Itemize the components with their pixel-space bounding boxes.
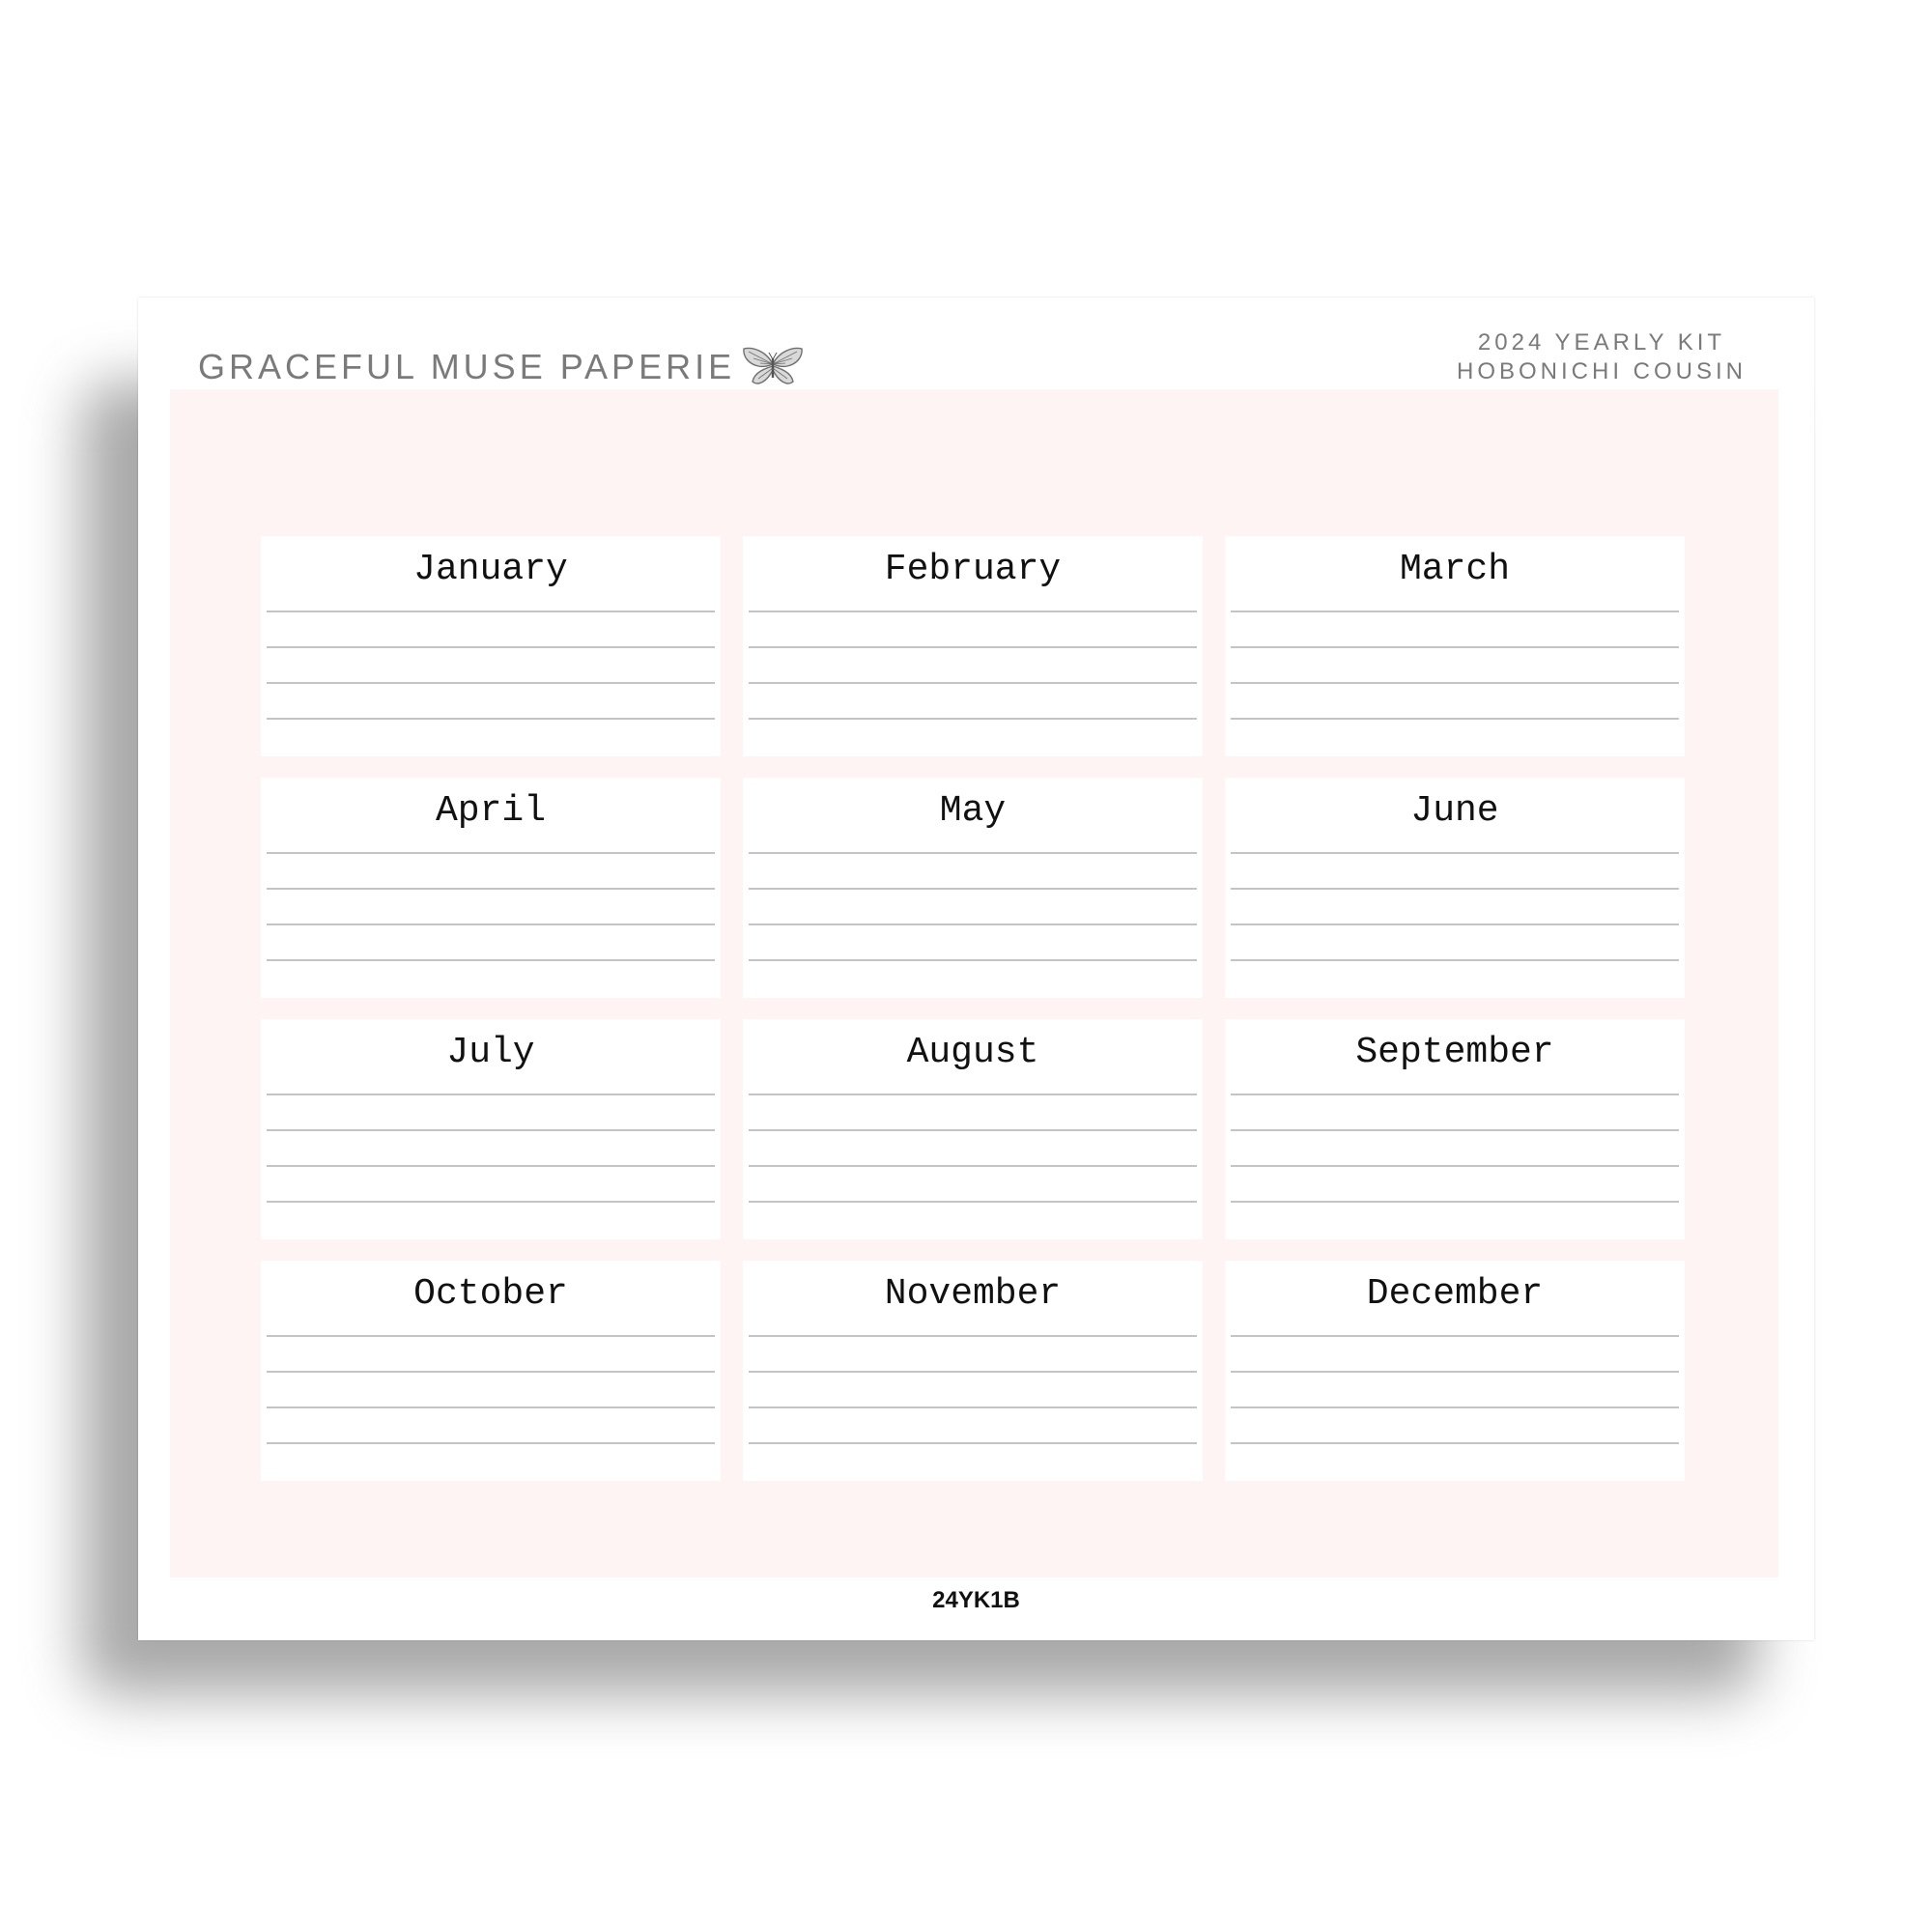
kit-label (1457, 328, 1747, 386)
writing-lines (1231, 1335, 1679, 1478)
writing-line[interactable] (749, 1406, 1197, 1442)
writing-line[interactable] (749, 888, 1197, 923)
writing-line[interactable] (267, 1165, 715, 1201)
month-title: October (413, 1272, 568, 1315)
writing-line[interactable] (1231, 923, 1679, 959)
writing-line[interactable] (267, 718, 715, 753)
writing-line[interactable] (1231, 1129, 1679, 1165)
writing-line[interactable] (1231, 646, 1679, 682)
writing-line[interactable] (267, 1094, 715, 1129)
writing-line[interactable] (1231, 1335, 1679, 1371)
writing-line[interactable] (749, 1165, 1197, 1201)
month-box-march (1225, 536, 1685, 756)
writing-line[interactable] (749, 923, 1197, 959)
writing-lines (267, 1335, 715, 1478)
butterfly-icon (741, 345, 805, 389)
writing-line[interactable] (749, 1201, 1197, 1236)
writing-lines (1231, 1094, 1679, 1236)
writing-line[interactable] (749, 1442, 1197, 1478)
month-title: August (906, 1031, 1039, 1073)
month-title: May (939, 789, 1007, 832)
writing-line[interactable] (1231, 1406, 1679, 1442)
writing-lines (749, 1335, 1197, 1478)
writing-line[interactable] (1231, 1201, 1679, 1236)
writing-line[interactable] (749, 1335, 1197, 1371)
month-title: September (1355, 1031, 1554, 1073)
month-box-may (743, 778, 1203, 998)
writing-line[interactable] (1231, 1165, 1679, 1201)
writing-lines (1231, 852, 1679, 995)
kit-year-line: 2024 YEARLY KIT (1477, 329, 1726, 355)
month-box-april (261, 778, 721, 998)
writing-line[interactable] (267, 959, 715, 995)
writing-line[interactable] (749, 646, 1197, 682)
month-title: April (435, 789, 547, 832)
month-box-october (261, 1261, 721, 1481)
writing-line[interactable] (749, 718, 1197, 753)
writing-lines (267, 611, 715, 753)
writing-line[interactable] (267, 1335, 715, 1371)
writing-line[interactable] (267, 1406, 715, 1442)
writing-line[interactable] (749, 959, 1197, 995)
writing-line[interactable] (749, 1371, 1197, 1406)
writing-line[interactable] (267, 888, 715, 923)
month-title: January (413, 548, 568, 590)
writing-lines (1231, 611, 1679, 753)
month-title: November (884, 1272, 1062, 1315)
writing-line[interactable] (1231, 1094, 1679, 1129)
writing-line[interactable] (267, 646, 715, 682)
writing-lines (749, 1094, 1197, 1236)
month-box-june (1225, 778, 1685, 998)
month-title: March (1399, 548, 1511, 590)
writing-lines (749, 852, 1197, 995)
writing-line[interactable] (1231, 959, 1679, 995)
writing-line[interactable] (1231, 611, 1679, 646)
writing-line[interactable] (267, 1371, 715, 1406)
month-grid (261, 536, 1685, 1481)
month-title: February (884, 548, 1062, 590)
month-title: December (1366, 1272, 1544, 1315)
writing-line[interactable] (267, 611, 715, 646)
writing-line[interactable] (1231, 1442, 1679, 1478)
writing-line[interactable] (1231, 852, 1679, 888)
writing-lines (749, 611, 1197, 753)
writing-line[interactable] (267, 923, 715, 959)
writing-line[interactable] (749, 1094, 1197, 1129)
planner-sheet (138, 298, 1814, 1640)
writing-line[interactable] (1231, 888, 1679, 923)
writing-line[interactable] (749, 1129, 1197, 1165)
month-box-november (743, 1261, 1203, 1481)
writing-line[interactable] (267, 1129, 715, 1165)
writing-line[interactable] (267, 852, 715, 888)
writing-line[interactable] (749, 682, 1197, 718)
month-title: June (1410, 789, 1499, 832)
writing-line[interactable] (267, 1201, 715, 1236)
writing-lines (267, 852, 715, 995)
pink-panel (170, 389, 1778, 1577)
writing-line[interactable] (749, 852, 1197, 888)
month-title: July (446, 1031, 535, 1073)
writing-line[interactable] (267, 682, 715, 718)
product-code: 24YK1B (932, 1587, 1020, 1613)
month-box-january (261, 536, 721, 756)
writing-line[interactable] (1231, 682, 1679, 718)
month-box-december (1225, 1261, 1685, 1481)
writing-lines (267, 1094, 715, 1236)
kit-size-line: HOBONICHI COUSIN (1456, 358, 1747, 384)
month-box-february (743, 536, 1203, 756)
writing-line[interactable] (749, 611, 1197, 646)
month-box-september (1225, 1019, 1685, 1239)
brand-name: GRACEFUL MUSE PAPERIE (198, 347, 736, 386)
brand-header (198, 338, 805, 396)
writing-line[interactable] (267, 1442, 715, 1478)
writing-line[interactable] (1231, 1371, 1679, 1406)
month-box-august (743, 1019, 1203, 1239)
writing-line[interactable] (1231, 718, 1679, 753)
month-box-july (261, 1019, 721, 1239)
